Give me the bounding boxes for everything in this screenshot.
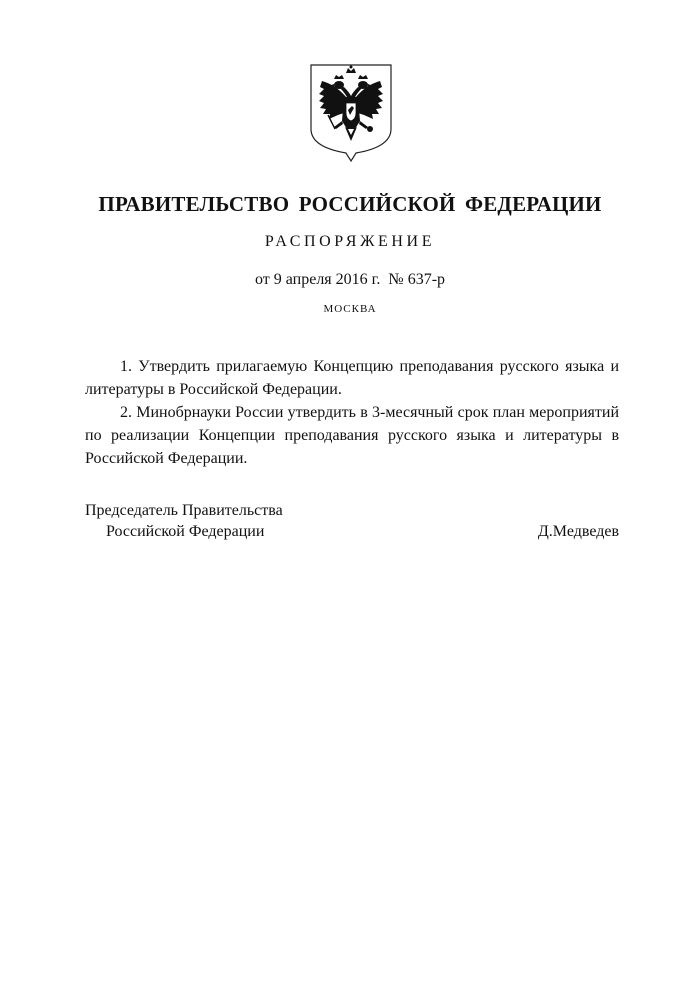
document-date: от 9 апреля 2016 г. bbox=[254, 271, 381, 288]
document-type: РАСПОРЯЖЕНИЕ bbox=[264, 233, 436, 250]
russian-double-headed-eagle-icon bbox=[308, 63, 394, 163]
date-number-line bbox=[0, 271, 700, 289]
order-paragraph-2: 2. Минобрнауки России утвердить в 3-месячный срок план мероприятий по реализации Концепции преподавания русского языка и литературы в Российской Федерации. bbox=[85, 404, 619, 467]
issuing-city: МОСКВА bbox=[323, 303, 377, 315]
order-body bbox=[85, 355, 619, 470]
state-emblem bbox=[308, 63, 394, 163]
document-number: № 637-р bbox=[388, 271, 446, 288]
signatory-position bbox=[85, 500, 283, 542]
order-paragraph-1: 1. Утвердить прилагаемую Концепцию преподавания русского языка и литературы в Российской Федерации. bbox=[85, 358, 619, 398]
signatory-position-line-1: Председатель Правительства bbox=[85, 502, 283, 519]
signatory-name: Д.Медведев bbox=[537, 523, 619, 540]
government-title: ПРАВИТЕЛЬСТВО РОССИЙСКОЙ ФЕДЕРАЦИИ bbox=[98, 192, 602, 216]
signatory-position-line-2: Российской Федерации bbox=[106, 523, 265, 540]
